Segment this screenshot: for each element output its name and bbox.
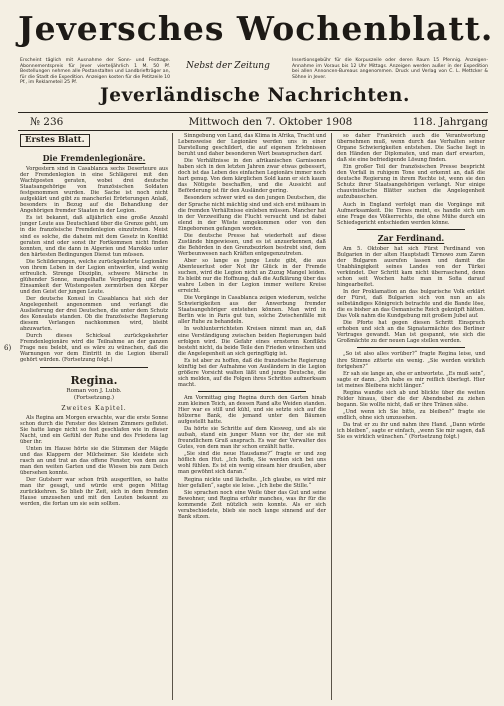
- serial-paragraph: „Und wenn ich Sie bitte, zu bleiben?“ fragte sie endlich, ohne sich umzusehen.: [337, 408, 485, 421]
- section-divider: [357, 229, 465, 230]
- serial-paragraph: Am Vormittag ging Regina durch den Garten hinab zum kleinen Teich, an dessen Rand alte Weiden standen. Hier war es still und kühl, und sie setzte sich auf die hölzerne Bank, die jemand unter den Bäumen aufgestellt hatte.: [178, 394, 326, 426]
- article-paragraph: Der deutsche Konsul in Casablanca hat sich der Angelegenheit angenommen und verlangt die Auslieferung der drei Deutschen, die unter dem Schutz des Konsulats standen. Ob die französische Regierung diesem Verlangen nachkommen wird, bleibt abzuwarten.: [20, 295, 168, 333]
- section-tag: Erstes Blatt.: [20, 134, 90, 147]
- serial-note: (Fortsetzung.): [73, 394, 115, 401]
- column-divider: [172, 133, 173, 700]
- article-heading: Die Fremdenlegionäre.: [42, 153, 146, 163]
- section-divider: [40, 367, 148, 368]
- newspaper-title: Jeversches Wochenblatt.: [18, 9, 494, 48]
- article-paragraph: Es ist bekannt, daß alljährlich eine große Anzahl junger Leute aus Deutschland über die Grenze geht, um in die französische Fremdenlegion einzutreten. Meist sind es solche, die daheim mit dem Gesetz in Konflikt geraten sind oder sonst ihr Fortkommen nicht finden konnten, und die dann in Algerien und Marokko unter den härtesten Bedingungen Dienst tun müssen.: [20, 215, 168, 258]
- newspaper-subtitle: Jeverländische Nachrichten.: [99, 85, 411, 106]
- article-paragraph: Ein großer Teil der französischen Presse bespricht den Vorfall in ruhigem Tone und erkennt an, daß die deutsche Regierung in ihrem Rechte ist, wenn sie den Schutz ihrer Staatsangehörigen verlangt. Nur einige chauvinistische Blätter suchen die Angelegenheit aufzubauschen.: [337, 164, 485, 201]
- issue-year: 118. Jahrgang: [412, 116, 488, 128]
- article-paragraph: Sinngebung von Land, das Klima in Afrika, Tracht und Lebensweise der Legionäre werden uns in einer Darstellung geschildert, die auf eigenen Erlebnissen beruht und daher besonderen Wert beanspruchen darf.: [178, 133, 326, 158]
- article-heading: Zar Ferdinand.: [377, 232, 445, 243]
- article-paragraph: Auch in England verfolgt man die Vorgänge mit Aufmerksamkeit. Die Times meint, es handle sich um eine Frage des Völkerrechts, die ohne Mühe durch ein Schiedsgericht entschieden werden könne.: [337, 201, 485, 226]
- serial-paragraph: Da hörte sie Schritte auf dem Kiesweg, und als sie aufsah, stand ein junger Mann vor ihr, der sie mit freundlichem Gruß ansprach. Es war der Verwalter des Gutes, von dem man ihr schon erzählt hatte.: [178, 426, 326, 451]
- issue-number: № 236: [30, 116, 64, 128]
- serial-paragraph: Regina nickte und lächelte. „Ich glaube, es wird mir hier gefallen“, sagte sie leise. „Ich liebe die Stille.“: [178, 476, 326, 489]
- chapter-heading: Zweites Kapitel.: [61, 404, 127, 412]
- article-paragraph: Am 5. Oktober hat sich Fürst Ferdinand von Bulgarien in der alten Hauptstadt Tirnowo zum Zaren der Bulgaren ausrufen lassen und damit die Unabhängigkeit seines Landes von der Türkei verkündet. Der Schritt kam nicht überraschend, denn schon seit Wochen hatte man in Sofia darauf hingearbeitet.: [337, 245, 485, 288]
- article-paragraph: Es ist aber zu hoffen, daß die französische Regierung künftig bei der Aufnahme von Ausländern in die Legion größere Vorsicht walten läßt und junge Deutsche, die sich melden, auf die Folgen ihres Schrittes aufmerksam macht.: [178, 357, 326, 388]
- serial-paragraph: „Sie sind die neue Hausdame?“ fragte er und zog höflich den Hut. „Ich hoffe, Sie werden sich bei uns wohl fühlen. Es ist ein wenig einsam hier draußen, aber man gewöhnt sich daran.“: [178, 451, 326, 476]
- section-divider: [357, 347, 465, 348]
- subscription-info: Erscheint täglich mit Ausnahme der Sonn- und Festtage. Abonnementspreis für Jever vierteljährlich 1 M. 50 Pf. Bestellungen nehmen alle Postanstalten und Landbriefträger an, für die Stadt die Expedition. Anzeigen kosten für die Petitzeile 10 Pf., im Reklameteil 25 Pf.: [20, 58, 170, 86]
- serial-author: Roman von J. Lubb.: [66, 387, 122, 394]
- column-divider: [331, 133, 332, 700]
- article-paragraph: Die deutsche Presse hat wiederholt auf diese Zustände hingewiesen, und es ist anzuerkennen, daß die Behörden in den Grenzbezirken bestrebt sind, dem Werbeunwesen nach Kräften entgegenzutreten.: [178, 232, 326, 257]
- serial-paragraph: Er sah sie lange an, ehe er antwortete. „Es muß sein“, sagte er dann. „Ich habe es mir reiflich überlegt. Hier ist meines Bleibens nicht länger.“: [337, 370, 485, 389]
- serial-paragraph: Unten im Hause hörte sie die Stimmen der Mägde und das Klappern der Milcheimer. Sie kleidete sich rasch an und trat an das offene Fenster, von dem aus man den weiten Garten und die Wiesen bis zum Deich übersehen konnte.: [20, 445, 168, 476]
- article-paragraph: Aber so lange es junge Leute gibt, die aus Abenteuerlust oder Not ihr Glück in der Fremde suchen, wird die Legion nicht an Zuzug Mangel leiden. Es bleibt nur die Hoffnung, daß die Aufklärung über das wahre Leben in der Legion immer weitere Kreise erreicht.: [178, 257, 326, 295]
- article-paragraph: Die Verhältnisse in den afrikanischen Garnisonen haben sich in den letzten Jahren zwar etwas gebessert, doch ist das Leben des einfachen Legionärs immer noch hart genug. Von dem kärglichen Sold kann er sich kaum das Nötigste beschaffen, und die Aussicht auf Beförderung ist für den Ausländer gering.: [178, 158, 326, 195]
- serial-paragraph: Sie sprachen noch eine Weile über das Gut und seine Bewohner, und Regina erfuhr manches, was ihr für die kommende Zeit nützlich sein konnte. Als er sich verabschiedete, blieb sie noch lange sinnend auf der Bank sitzen.: [178, 489, 326, 520]
- article-paragraph: In der Proklamation an das bulgarische Volk erklärt der Fürst, daß Bulgarien sich von nun an als selbständiges Königreich betrachte und die Bande löse, die es bisher an das Osmanische Reich geknüpft hätten. Das Volk nahm die Kundgebung mit großem Jubel auf.: [337, 289, 485, 320]
- serial-paragraph: „So ist also alles vorüber?“ fragte Regina leise, und ihre Stimme zitterte ein wenig. „Sie werden wirklich fortgehen?“: [337, 351, 485, 370]
- supplement-label: Nebst der Zeitung: [186, 61, 270, 71]
- serial-title: Regina.: [70, 373, 118, 387]
- serial-paragraph: Als Regina am Morgen erwachte, war die erste Sonne schon durch die Fenster des kleinen Zimmers geflutet. Sie hatte lange nicht so fest geschlafen wie in dieser Nacht, und ein Gefühl der Ruhe und des Friedens lag über ihr.: [20, 414, 168, 445]
- column-2: [178, 133, 326, 700]
- article-paragraph: Besonders schwer wird es den jungen Deutschen, die der Sprache nicht mächtig sind und sich erst mühsam in die fremden Verhältnisse einleben müssen. Mancher hat in der Verzweiflung die Flucht versucht und ist dabei elend in der Wüste umgekommen oder von den Eingeborenen gefangen worden.: [178, 195, 326, 232]
- article-paragraph: Die Pforte hat gegen diesen Schritt Einspruch erhoben und sich an die Signatarmächte des Berliner Vertrages gewandt. Man ist gespannt, wie sich die Großmächte zu der neuen Lage stellen werden.: [337, 320, 485, 345]
- masthead-divider-top: [18, 112, 488, 113]
- serial-paragraph: Regina wandte sich ab und blickte über die weiten Felder hinaus, über die der Abendnebel zu ziehen begann. Sie wollte nicht, daß er ihre Tränen sähe.: [337, 389, 485, 408]
- installment-marker: 6): [4, 344, 12, 352]
- serial-paragraph: Da trat er zu ihr und nahm ihre Hand. „Dann würde ich bleiben“, sagte er einfach, „wenn Sie mir sagen, daß Sie es wirklich wünschen.“ (Fortsetzung folgt.): [337, 421, 485, 441]
- article-paragraph: Die Vorgänge in Casablanca zeigen wiederum, welche Schwierigkeiten aus der Anwerbung fremder Staatsangehöriger entstehen können. Man wird in Berlin wie in Paris gut tun, solche Zwischenfälle mit aller Ruhe zu behandeln.: [178, 295, 326, 326]
- column-3: [337, 133, 485, 700]
- article-paragraph: Durch dieses Schicksal zurückgekehrter Fremdenlegionäre wird die Teilnahme an der ganzen Frage neu belebt, und es wäre zu wünschen, daß die Warnungen vor dem Eintritt in die Legion überall gehört würden. (Fortsetzung folgt.): [20, 333, 168, 364]
- article-paragraph: so daher Frankreich auch die Verantwortung übernehmen muß, wenn durch das Verhalten seiner Organe Schwierigkeiten entstehen. Die Sache liegt in den Händen der Diplomaten, und man darf erwarten, daß sie eine befriedigende Lösung finden.: [337, 133, 485, 164]
- advertising-info: Insertionsgebühr für die Korpuszeile oder deren Raum 15 Pfennig. Anzeigen-Annahme im Voraus bis 12 Uhr Mittags. Anzeigen werden außer in der Expedition bei allen Annoncen-Bureaus angenommen. Druck und Verlag von C. L. Mettcker & Söhne in Jever.: [292, 58, 488, 80]
- article-paragraph: In wohlunterrichteten Kreisen nimmt man an, daß eine Verständigung zwischen beiden Regierungen bald erfolgen wird. Die Gefahr eines ernsteren Konflikts besteht nicht, da beide Teile den Frieden wünschen und die Angelegenheit an sich geringfügig ist.: [178, 326, 326, 357]
- column-1: [20, 133, 168, 700]
- article-paragraph: Die Schilderungen, welche zurückgekehrte Legionäre von ihrem Leben in der Legion entwerfen, sind wenig erfreulich. Strenge Disziplin, schwere Märsche in glühender Sonne, mangelhafte Verpflegung und die Einsamkeit der Wüstenposten zermürben den Körper und den Geist der jungen Leute.: [20, 258, 168, 295]
- dateline: [18, 115, 488, 129]
- masthead-divider-bottom: [18, 130, 488, 131]
- serial-paragraph: Der Gutsherr war schon früh ausgeritten, so hatte man ihr gesagt, und würde erst gegen Mittag zurückkehren. So blieb ihr Zeit, sich in dem fremden Hause umzusehen und mit den Leuten bekannt zu werden, die fortan um sie sein sollten.: [20, 476, 168, 508]
- section-divider: [198, 391, 306, 392]
- issue-date: Mittwoch den 7. Oktober 1908: [188, 116, 353, 128]
- article-paragraph: Vorgestern sind in Casablanca sechs Deserteure aus der Fremdenlegion in eine Schlägerei mit den Wachtposten geraten, wobei drei deutsche Staatsangehörige von französischen Soldaten festgenommen wurden. Die Sache ist noch nicht aufgeklärt und gibt zu mancherlei Erörterungen Anlaß, besonders in Bezug auf die Behandlung der Angehörigen fremder Staaten in der Legion.: [20, 166, 168, 215]
